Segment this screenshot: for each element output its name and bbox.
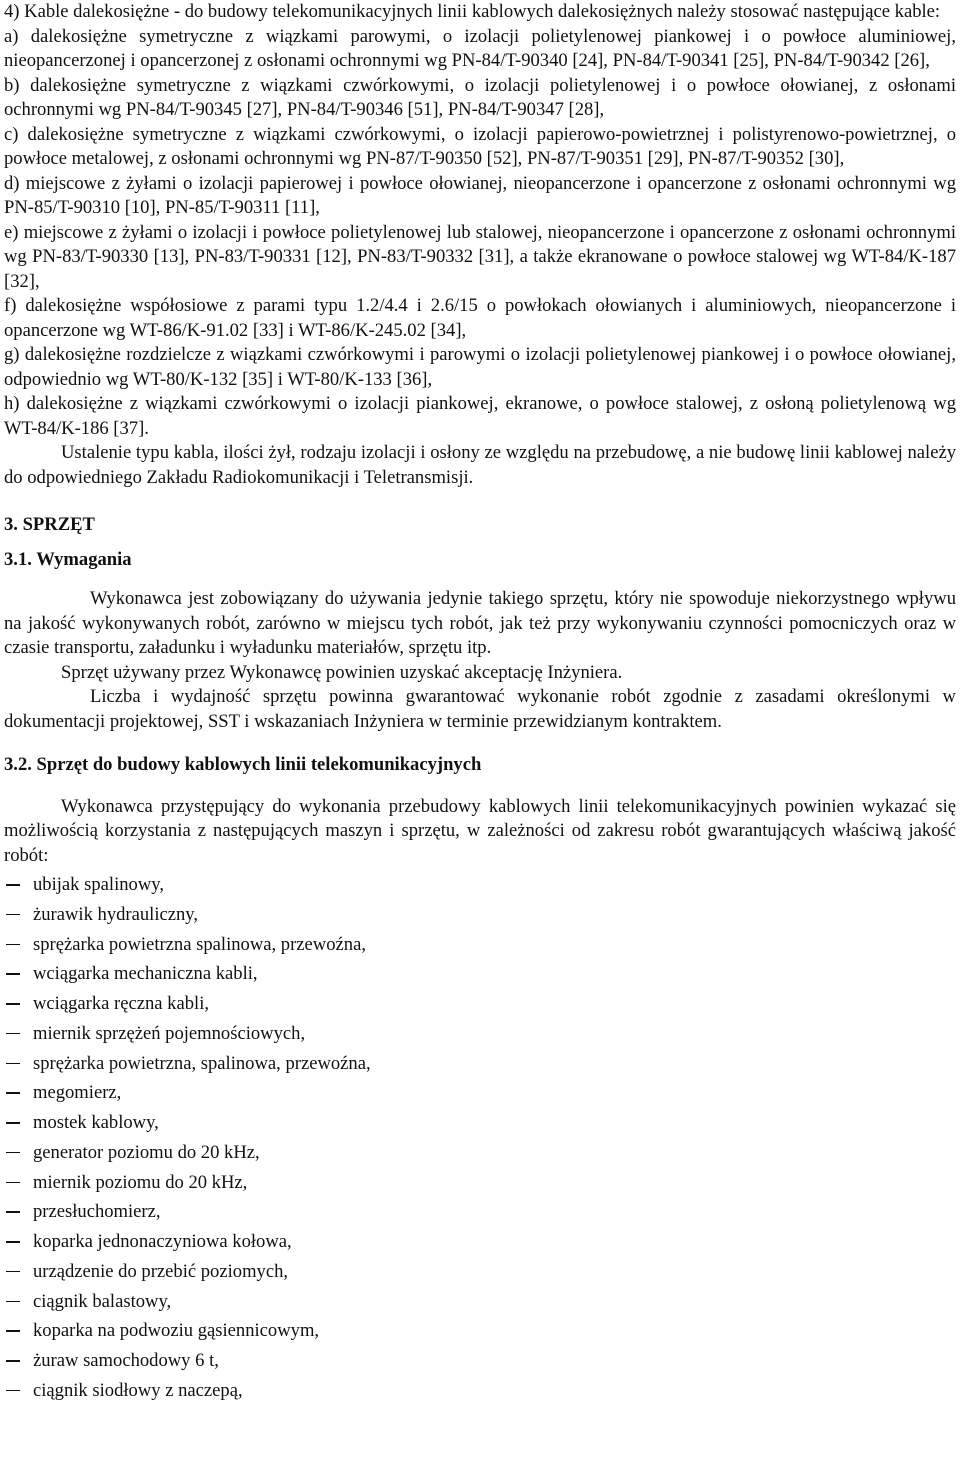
dash-bullet-icon (6, 1092, 20, 1094)
equipment-item-label: koparka na podwoziu gąsiennicowym, (33, 1320, 320, 1342)
equipment-item-label: sprężarka powietrzna spalinowa, przewoźna, (33, 933, 366, 955)
equipment-intro-paragraph: Wykonawca przystępujący do wykonania przebudowy kablowych linii telekomunikacyjnych powinien wykazać się możliwością korzystania z następujących maszyn i sprzętu, w zależności od zakresu robót gwarantujących właściwą jakość robót: (4, 795, 956, 866)
equipment-item-label: żuraw samochodowy 6 t, (33, 1350, 219, 1371)
equipment-item-label: wciągarka mechaniczna kabli, (33, 963, 258, 985)
list-item (4, 1200, 956, 1230)
equipment-item-label: wciągarka ręczna kabli, (33, 993, 210, 1014)
dash-bullet-icon (6, 1360, 20, 1362)
list-item (4, 992, 956, 1022)
list-item (4, 933, 956, 963)
cable-item-a: a) dalekosiężne symetryczne z wiązkami parowymi, o izolacji polietylenowej piankowej i o powłoce aluminiowej, nieopancerzonej i opancerzonej z osłonami ochronnymi wg PN-84/T-90340 [24], PN-84/T-90341 [25], PN-84/T-90342 [26], (4, 25, 956, 71)
dash-bullet-icon (6, 914, 20, 916)
list-item (4, 873, 956, 903)
equipment-item-label: mostek kablowy, (33, 1112, 159, 1133)
list-item (4, 1290, 956, 1320)
dash-bullet-icon (6, 1063, 20, 1065)
dash-bullet-icon (6, 884, 20, 886)
cable-item-c: c) dalekosiężne symetryczne z wiązkami czwórkowymi, o izolacji papierowo-powietrznej i polistyrenowo-powietrznej, o powłoce metalowej, z osłonami ochronnymi wg PN-87/T-90350 [52], PN-87/T-90351 [29], PN-87/T-90352 [30], (4, 123, 956, 169)
cable-item-g: g) dalekosiężne rozdzielcze z wiązkami czwórkowymi i parowymi o izolacji polietylenowej piankowej i o powłoce ołowianej, odpowiednio wg WT-80/K-132 [35] i WT-80/K-133 [36], (4, 344, 956, 390)
list-item (4, 1111, 956, 1141)
list-item (4, 962, 956, 992)
equipment-item-label: koparka jednonaczyniowa kołowa, (33, 1231, 292, 1252)
equipment-item-label: megomierz, (33, 1082, 122, 1104)
cable-item-d: d) miejscowe z żyłami o izolacji papierowej i powłoce ołowianej, nieopancerzone i opancerzone z osłonami ochronnymi wg PN-85/T-90310 [10], PN-85/T-90311 [11], (4, 172, 956, 218)
dash-bullet-icon (6, 1241, 20, 1243)
list-item (4, 1379, 956, 1409)
equipment-item-label: miernik sprzężeń pojemnościowych, (33, 1022, 306, 1044)
equipment-item-label: żurawik hydrauliczny, (33, 903, 199, 925)
dash-bullet-icon (6, 944, 20, 946)
dash-bullet-icon (6, 1211, 20, 1213)
equipment-item-label: urządzenie do przebić poziomych, (33, 1260, 289, 1282)
cable-item-h: h) dalekosiężne z wiązkami czwórkowymi o izolacji piankowej, ekranowe, o powłoce stalowej, z osłoną polietylenową wg WT-84/K-186 [37]. (4, 393, 956, 439)
requirements-paragraph-3: Liczba i wydajność sprzętu powinna gwarantować wykonanie robót zgodnie z zasadami określonymi w dokumentacji projektowej, SST i wskazaniach Inżyniera w terminie przewidzianym kontraktem. (4, 686, 956, 732)
dash-bullet-icon (6, 1301, 20, 1303)
cables-intro: 4) Kable dalekosiężne - do budowy telekomunikacyjnych linii kablowych dalekosiężnych należy stosować następujące kable: (4, 1, 941, 22)
list-item (4, 1230, 956, 1260)
cable-item-e: e) miejscowe z żyłami o izolacji i powłoce polietylenowej lub stalowej, nieopancerzone i opancerzone z osłonami ochronnymi wg PN-83/T-90330 [13], PN-83/T-90331 [12], PN-83/T-90332 [31], a także ekranowane o powłoce stalowej wg WT-84/K-187 [32], (4, 221, 956, 292)
cables-closing-paragraph: Ustalenie typu kabla, ilości żył, rodzaju izolacji i osłony ze względu na przebudowę, a nie budowę linii kablowej należy do odpowiedniego Zakładu Radiokomunikacji i Teletransmisji. (4, 442, 956, 488)
cable-item-f: f) dalekosiężne współosiowe z parami typu 1.2/4.4 i 2.6/15 o powłokach ołowianych i aluminiowych, nieopancerzone i opancerzone wg WT-86/K-91.02 [33] i WT-86/K-245.02 [34], (4, 295, 956, 341)
dash-bullet-icon (6, 1390, 20, 1392)
dash-bullet-icon (6, 1330, 20, 1332)
list-item (4, 1022, 956, 1052)
list-item (4, 1141, 956, 1171)
dash-bullet-icon (6, 1152, 20, 1154)
equipment-item-label: ciągnik balastowy, (33, 1290, 172, 1312)
equipment-item-label: przesłuchomierz, (33, 1201, 161, 1223)
list-item (4, 903, 956, 933)
section-3-heading: 3. SPRZĘT (4, 514, 95, 535)
dash-bullet-icon (6, 1182, 20, 1184)
list-item (4, 1171, 956, 1201)
equipment-item-label: sprężarka powietrzna, spalinowa, przewoźna, (33, 1052, 371, 1074)
list-item (4, 1052, 956, 1082)
dash-bullet-icon (6, 1122, 20, 1124)
equipment-item-label: ciągnik siodłowy z naczepą, (33, 1379, 243, 1401)
section-3-2-heading: 3.2. Sprzęt do budowy kablowych linii telekomunikacyjnych (4, 754, 482, 775)
equipment-item-label: generator poziomu do 20 kHz, (33, 1141, 260, 1163)
section-3-1-heading: 3.1. Wymagania (4, 548, 132, 570)
list-item (4, 1349, 956, 1379)
dash-bullet-icon (6, 973, 20, 975)
equipment-item-label: ubijak spalinowy, (33, 874, 165, 895)
dash-bullet-icon (6, 1271, 20, 1273)
equipment-list (4, 873, 956, 1409)
requirements-paragraph-1: Wykonawca jest zobowiązany do używania jedynie takiego sprzętu, który nie spowoduje niekorzystnego wpływu na jakość wykonywanych robót, zarówno w miejscu tych robót, jak też przy wykonywaniu czynności pomocniczych oraz w czasie transportu, załadunku i wyładunku materiałów, sprzętu itp. (4, 588, 956, 658)
dash-bullet-icon (6, 1033, 20, 1035)
list-item (4, 1081, 956, 1111)
requirements-paragraph-2: Sprzęt używany przez Wykonawcę powinien uzyskać akceptację Inżyniera. (61, 661, 623, 683)
dash-bullet-icon (6, 1003, 20, 1005)
cable-item-b: b) dalekosiężne symetryczne z wiązkami czwórkowymi, o izolacji polietylenowej i o powłoce ołowianej, z osłonami ochronnymi wg PN-84/T-90345 [27], PN-84/T-90346 [51], PN-84/T-90347 [28], (4, 74, 956, 120)
list-item (4, 1260, 956, 1290)
equipment-item-label: miernik poziomu do 20 kHz, (33, 1171, 248, 1193)
list-item (4, 1319, 956, 1349)
